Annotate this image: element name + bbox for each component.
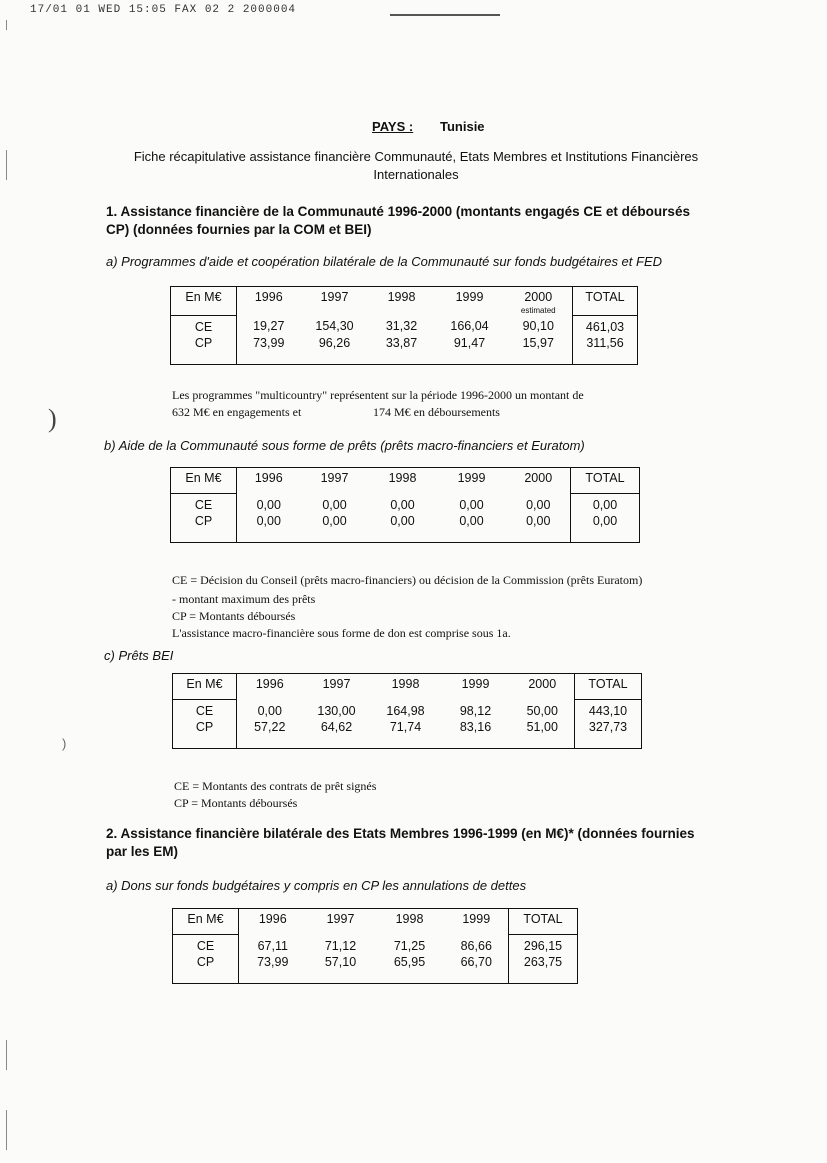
header-cell: TOTAL — [509, 909, 578, 935]
loan-note-3: CP = Montants déboursés — [172, 609, 296, 623]
header-cell: TOTAL — [573, 287, 638, 316]
cell: 73,99 — [257, 955, 289, 969]
cell: 19,27 — [253, 319, 285, 333]
header-cell: 1999 — [462, 912, 491, 926]
header-cell: TOTAL — [571, 468, 640, 494]
cell: 98,12 — [459, 703, 492, 718]
table-row — [171, 336, 638, 352]
cell: 65,95 — [393, 955, 426, 969]
cell: 90,10 — [522, 319, 554, 333]
cell: 296,15 — [509, 935, 578, 956]
table-1a — [170, 286, 638, 365]
cell: 0,00 — [322, 497, 347, 512]
row-label: CE — [171, 494, 237, 515]
section-1a-title: a) Programmes d'aide et coopération bilatérale de la Communauté sur fonds budgétaires et FED — [106, 254, 663, 269]
table-header-row — [173, 674, 642, 700]
section-1-title: 1. Assistance financière de la Communauté 1996-2000 (montants engagés CE et déboursés CP) (données fournies par la COM et BEI) — [106, 204, 690, 237]
punch-hole-mark: ) — [62, 736, 67, 751]
cell: 66,70 — [460, 955, 492, 969]
header-cell: 1997 — [326, 912, 355, 926]
bei-note-2: CP = Montants déboursés — [174, 796, 298, 810]
row-label: CE — [171, 315, 237, 336]
table-row — [173, 955, 578, 971]
table-row — [171, 514, 640, 530]
cell: 154,30 — [315, 319, 354, 333]
table-row — [171, 315, 638, 336]
cell: 0,00 — [256, 514, 281, 528]
document-subtitle: Fiche récapitulative assistance financière Communauté, Etats Membres et Institutions Financières Internationales — [133, 149, 699, 182]
header-cell: 1998 — [395, 912, 424, 926]
header-cell: 1999 — [457, 471, 486, 485]
cell: 86,66 — [460, 938, 492, 953]
table-row — [171, 494, 640, 515]
header-cell: 1998 — [387, 290, 416, 304]
header-cell: En M€ — [171, 287, 237, 316]
cell: 0,00 — [526, 497, 551, 512]
cell: 311,56 — [573, 336, 638, 352]
punch-hole-mark: ) — [48, 404, 57, 433]
scan-mark — [6, 150, 7, 180]
cell: 130,00 — [317, 703, 356, 718]
cell: 71,74 — [389, 720, 422, 734]
table-1c — [172, 673, 642, 749]
section-1c-title: c) Prêts BEI — [104, 648, 174, 663]
loan-note-4: L'assistance macro-financière sous forme de don est comprise sous 1a. — [172, 626, 511, 640]
cell: 64,62 — [320, 720, 353, 734]
cell: 15,97 — [522, 335, 554, 350]
estimated-note: estimated — [520, 306, 556, 315]
cell: 0,00 — [390, 514, 415, 528]
header-cell: 1997 — [320, 290, 349, 304]
cell: 57,22 — [254, 720, 286, 734]
cell: 461,03 — [573, 315, 638, 336]
cell: 91,47 — [453, 335, 486, 350]
cell: 164,98 — [386, 703, 425, 718]
cell: 0,00 — [256, 497, 281, 512]
header-cell: En M€ — [173, 674, 237, 700]
table-row — [173, 720, 642, 736]
header-cell: 2000 — [528, 677, 557, 691]
row-label: CE — [173, 700, 237, 721]
cell: 0,00 — [459, 514, 484, 528]
header-cell: 1999 — [455, 290, 484, 304]
row-label: CP — [171, 514, 237, 530]
header-cell: 1997 — [322, 677, 351, 691]
row-label: CP — [173, 955, 239, 971]
cell: 33,87 — [385, 335, 418, 350]
table-2a — [172, 908, 578, 984]
cell: 0,00 — [257, 703, 282, 718]
cell: 51,00 — [526, 720, 558, 734]
scan-mark — [6, 1110, 7, 1150]
table-row — [173, 700, 642, 721]
cell: 0,00 — [526, 514, 551, 528]
table-header-row — [171, 468, 640, 494]
header-cell: 1997 — [320, 471, 349, 485]
scan-mark — [6, 20, 7, 30]
cell: 263,75 — [509, 955, 578, 971]
section-2-title: 2. Assistance financière bilatérale des Etats Membres 1996-1999 (en M€)* (données fournies par les EM) — [106, 826, 695, 859]
header-cell-2000 — [505, 287, 573, 316]
fax-header-rule — [390, 14, 500, 16]
multicountry-note-line-2b: 174 M€ en déboursements — [373, 405, 500, 419]
cell: 0,00 — [571, 514, 640, 530]
cell: 0,00 — [322, 514, 347, 528]
multicountry-note-line-2a: 632 M€ en engagements et — [172, 405, 302, 419]
loan-note-1: CE = Décision du Conseil (prêts macro-financiers) ou décision de la Commission (prêts Euratom) — [172, 573, 643, 587]
cell: 57,10 — [324, 955, 357, 969]
table-header-row — [171, 287, 638, 316]
header-cell: 1996 — [254, 290, 283, 304]
header-cell: En M€ — [173, 909, 239, 935]
multicountry-note-line-1: Les programmes "multicountry" représentent sur la période 1996-2000 un montant de — [172, 388, 584, 402]
cell: 0,00 — [459, 497, 484, 512]
cell: 67,11 — [257, 938, 288, 953]
header-cell: 1996 — [254, 471, 283, 485]
fax-header: 17/01 01 WED 15:05 FAX 02 2 2000004 — [30, 4, 297, 16]
row-label: CP — [171, 336, 237, 352]
section-1b-title: b) Aide de la Communauté sous forme de prêts (prêts macro-financiers et Euratom) — [104, 438, 585, 453]
header-cell: En M€ — [171, 468, 237, 494]
header-cell: 1999 — [461, 677, 490, 691]
country-label: PAYS : — [372, 119, 414, 134]
table-header-row — [173, 909, 578, 935]
header-cell: 1996 — [255, 677, 284, 691]
section-2a-title: a) Dons sur fonds budgétaires y compris en CP les annulations de dettes — [106, 878, 527, 893]
loan-note-2: - montant maximum des prêts — [172, 592, 316, 606]
cell: 96,26 — [318, 335, 351, 350]
cell: 73,99 — [253, 335, 285, 350]
cell: 31,32 — [385, 319, 418, 333]
header-cell: 1998 — [391, 677, 420, 691]
header-year: 2000 — [524, 290, 553, 304]
header-cell: 1996 — [258, 912, 287, 926]
cell: 71,25 — [393, 938, 426, 953]
scan-mark — [6, 1040, 7, 1070]
table-row — [173, 935, 578, 956]
header-cell: 2000 — [524, 471, 553, 485]
cell: 443,10 — [575, 700, 642, 721]
cell: 0,00 — [571, 494, 640, 515]
country-value: Tunisie — [440, 119, 485, 134]
cell: 50,00 — [526, 703, 558, 718]
cell: 71,12 — [324, 938, 357, 953]
row-label: CP — [173, 720, 237, 736]
cell: 327,73 — [575, 720, 642, 736]
bei-note-1: CE = Montants des contrats de prêt signés — [174, 779, 377, 793]
header-cell: 1998 — [388, 471, 417, 485]
cell: 166,04 — [450, 319, 489, 333]
table-1b — [170, 467, 640, 543]
header-cell: TOTAL — [575, 674, 642, 700]
cell: 0,00 — [390, 497, 415, 512]
row-label: CE — [173, 935, 239, 956]
cell: 83,16 — [459, 720, 492, 734]
